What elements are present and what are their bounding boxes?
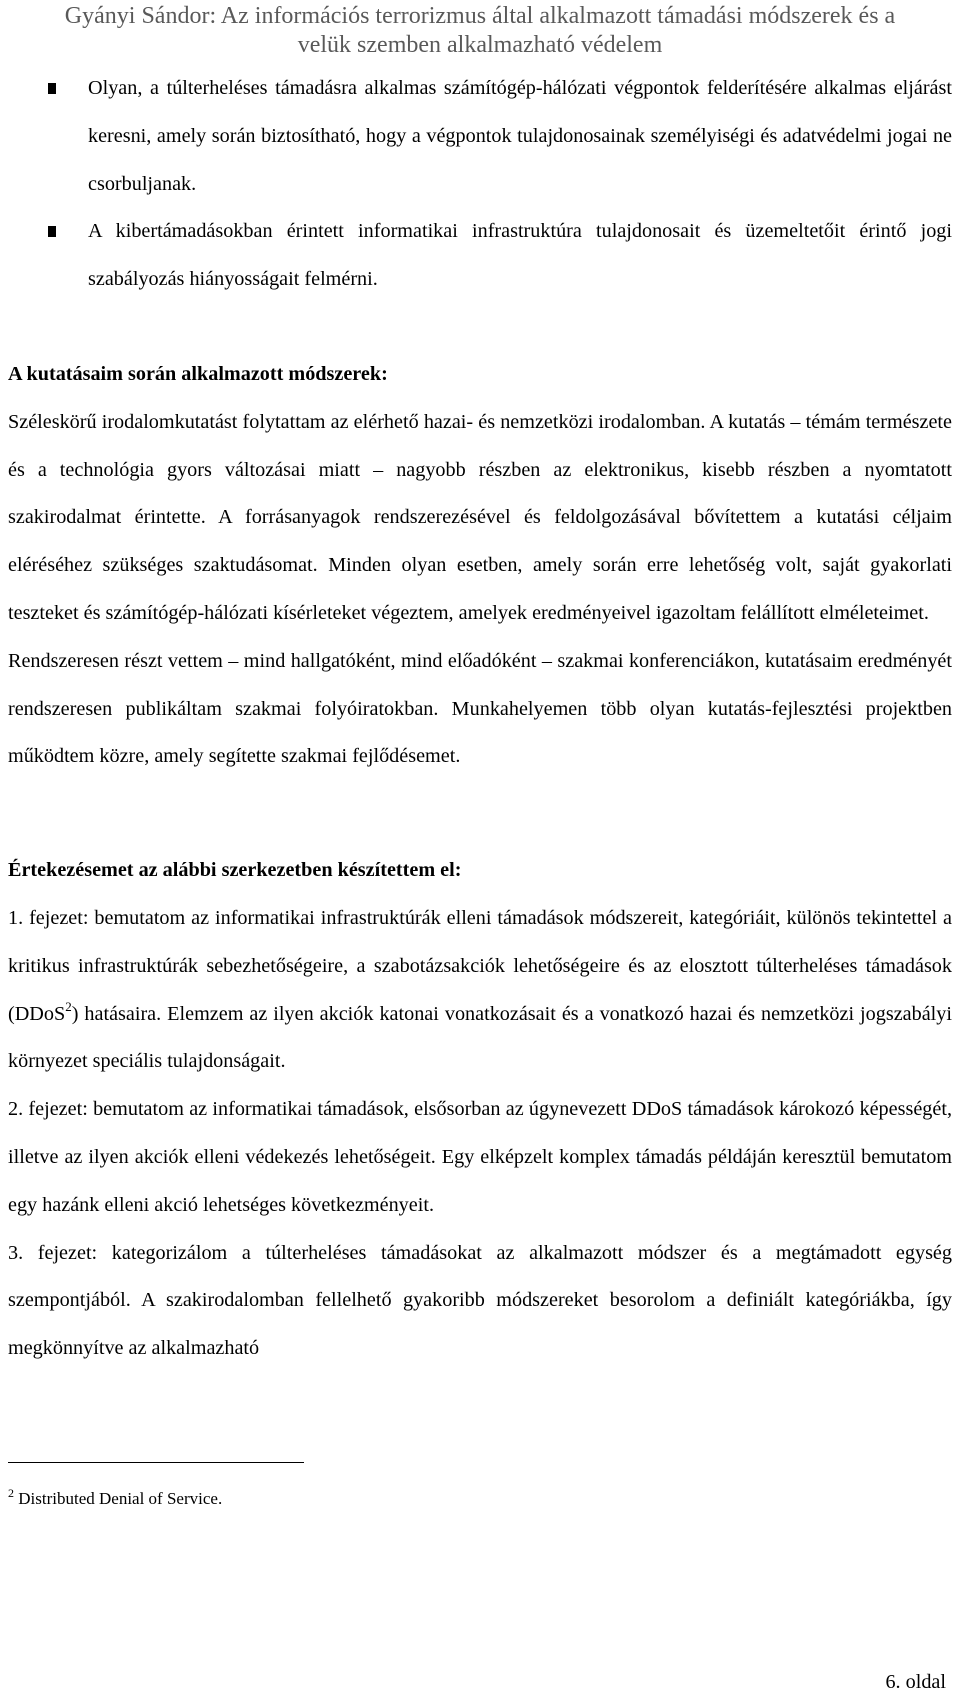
page-number: 6. oldal — [885, 1671, 946, 1693]
methods-paragraph-1: Széleskörű irodalomkutatást folytattam az elérhető hazai- és nemzetközi irodalomban. A kutatás – témám természete és a technológia gyors változásai miatt – nagyobb részben az elektronikus, kisebb részben a nyomtatott szakirodalmat érintette. A forrásanyagok rendszerezésével és feldolgozásával bővítettem a kutatási céljaim eléréséhez szükséges szaktudásomat. Minden olyan esetben, amely során erre lehetőség volt, saját gyakorlati teszteket és számítógép-hálózati kísérleteket végeztem, amelyek eredményeivel igazoltam felállított elméleteimet. — [8, 410, 952, 624]
square-bullet-icon — [48, 226, 56, 237]
chapter-3-paragraph: 3. fejezet: kategorizálom a túlterheléses támadásokat az alkalmazott módszer és a megtámadott egység szempontjából. A szakirodalomban fellelhető gyakoribb módszereket besorolom a definiált kategóriákba, így megkönnyítve az alkalmazható — [8, 1241, 952, 1360]
footnote-text: Distributed Denial of Service. — [14, 1489, 223, 1508]
footnote-reference: 2 — [65, 998, 72, 1014]
header-line-1: Gyányi Sándor: Az információs terrorizmus által alkalmazott támadási módszerek és a — [64, 3, 896, 29]
running-header — [0, 2, 960, 60]
chapter-1-paragraph — [8, 895, 952, 1086]
bullet-item — [8, 65, 952, 208]
chapter-2-paragraph: 2. fejezet: bemutatom az informatikai támadások, elsősorban az úgynevezett DDoS támadások károkozó képességét, illetve az ilyen akciók elleni védekezés lehetőségeit. Egy elképzelt komplex támadás példáján keresztül bemutatom egy hazánk elleni akció lehetséges következményeit. — [8, 1098, 952, 1216]
body-content — [8, 65, 952, 1373]
methods-paragraph-2: Rendszeresen részt vettem – mind hallgatóként, mind előadóként – szakmai konferenciákon, kutatásaim eredményét rendszeresen publikáltam szakmai folyóiratokban. Munkahelyemen több olyan kutatás-fejlesztési projektben működtem közre, amely segítette szakmai fejlődésemet. — [8, 649, 952, 768]
chapter-1-text-end: ) hatásaira. Elemzem az ilyen akciók katonai vonatkozásait és a vonatkozó hazai és nemzetközi jogszabályi környezet speciális tulajdonságait. — [8, 1002, 952, 1073]
footnote — [8, 1488, 222, 1510]
bullet-item — [8, 208, 952, 304]
footnote-separator — [8, 1462, 304, 1463]
bullet-text: A kibertámadásokban érintett informatikai infrastruktúra tulajdonosait és üzemeltetőit érintő jogi szabályozás hiányosságait felmérni. — [88, 220, 952, 291]
header-line-2: velük szemben alkalmazható védelem — [297, 32, 663, 58]
structure-heading: Értekezésemet az alábbi szerkezetben készítettem el: — [8, 859, 462, 882]
square-bullet-icon — [48, 83, 56, 94]
chapter-1-text-start: 1. fejezet: bemutatom az informatikai infrastruktúrák elleni támadások módszereit, kategóriáit, különös tekintettel a kritikus infrastruktúrák sebezhetőségeire, a szabotázsakciók lehetőségeire és az elosztott túlterheléses támadások (DDoS — [8, 906, 952, 1025]
objectives-bullet-list — [8, 65, 952, 304]
footnote-number: 2 — [8, 1486, 14, 1500]
methods-heading: A kutatásaim során alkalmazott módszerek: — [8, 362, 388, 385]
bullet-text: Olyan, a túlterheléses támadásra alkalmas számítógép-hálózati végpontok felderítésére alkalmas eljárást keresni, amely során biztosítható, hogy a végpontok tulajdonosainak személyiségi és adatvédelmi jogai ne csorbuljanak. — [88, 77, 952, 195]
